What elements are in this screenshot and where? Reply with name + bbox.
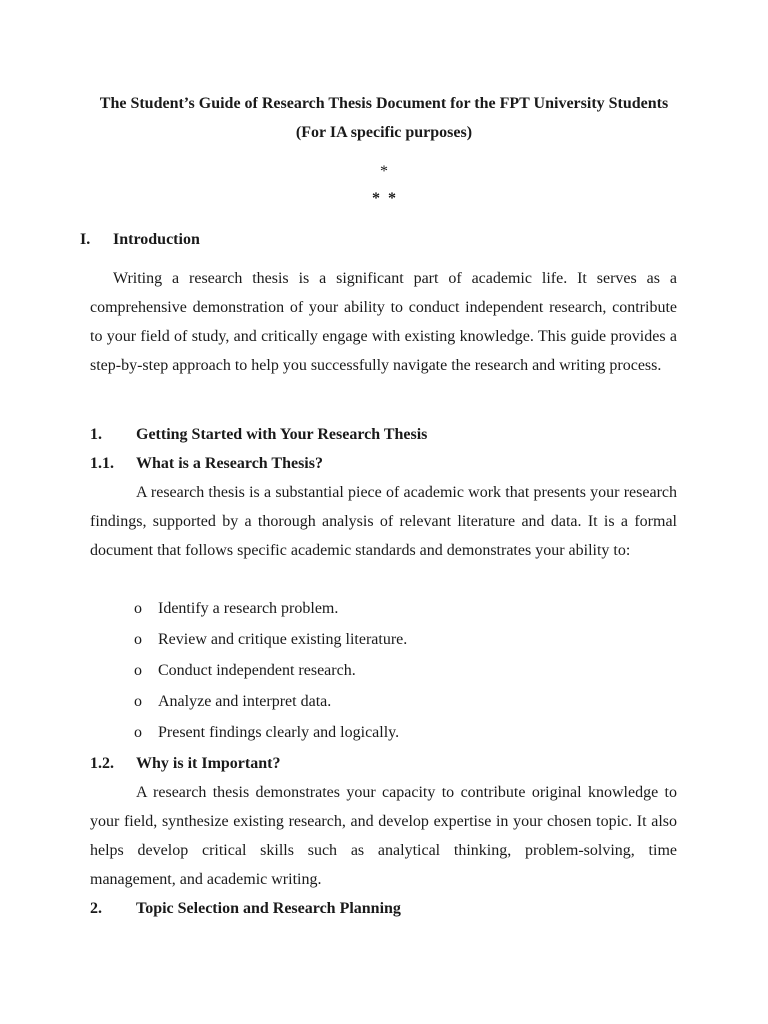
subsection-heading-topic-selection: Topic Selection and Research Planning xyxy=(136,900,401,917)
list-item: Conduct independent research. xyxy=(158,662,356,679)
list-item: Review and critique existing literature. xyxy=(158,631,408,648)
list-item: Present findings clearly and logically. xyxy=(158,724,400,741)
subsection-heading-why-important: Why is it Important? xyxy=(136,755,281,772)
intro-paragraph: Writing a research thesis is a significant part of academic life. It serves as a comprehensive demonstration of your ability to conduct independent research, contribute to your field of study, and critically engage with existing knowledge. This guide provides a step-by-step approach to help you successfully navigate the research and writing process. xyxy=(90,270,677,374)
why-important-paragraph: A research thesis demonstrates your capacity to contribute original knowledge to your field, synthesize existing research, and develop expertise in your chosen topic. It also helps develop critical skills such as analytical thinking, problem-solving, time management, and academic writing. xyxy=(90,784,677,888)
bullet-marker: o xyxy=(134,662,142,679)
bullet-marker: o xyxy=(134,631,142,648)
subsection-heading-what-is: What is a Research Thesis? xyxy=(136,455,323,472)
bullet-marker: o xyxy=(134,600,142,617)
section-heading-introduction: Introduction xyxy=(113,231,200,248)
ornament-top: * xyxy=(380,163,388,180)
list-item: Identify a research problem. xyxy=(158,600,339,617)
what-is-paragraph: A research thesis is a substantial piece of academic work that presents your research findings, supported by a thorough analysis of relevant literature and data. It is a formal document that follows specific academic standards and demonstrates your ability to: xyxy=(90,484,677,559)
document-subtitle: (For IA specific purposes) xyxy=(295,124,473,141)
section-numeral: I. xyxy=(80,231,91,248)
subsection-number-1: 1. xyxy=(90,426,102,443)
bullet-marker: o xyxy=(134,724,142,741)
subsection-number-1-1: 1.1. xyxy=(90,455,114,472)
bullet-marker: o xyxy=(134,693,142,710)
subsection-number-1-2: 1.2. xyxy=(90,755,114,772)
ornament-bottom: * * xyxy=(372,190,396,207)
subsection-heading-getting-started: Getting Started with Your Research Thesis xyxy=(136,426,428,443)
document-title: The Student’s Guide of Research Thesis Document for the FPT University Students xyxy=(99,95,669,112)
list-item: Analyze and interpret data. xyxy=(158,693,332,710)
subsection-number-2: 2. xyxy=(90,900,102,917)
